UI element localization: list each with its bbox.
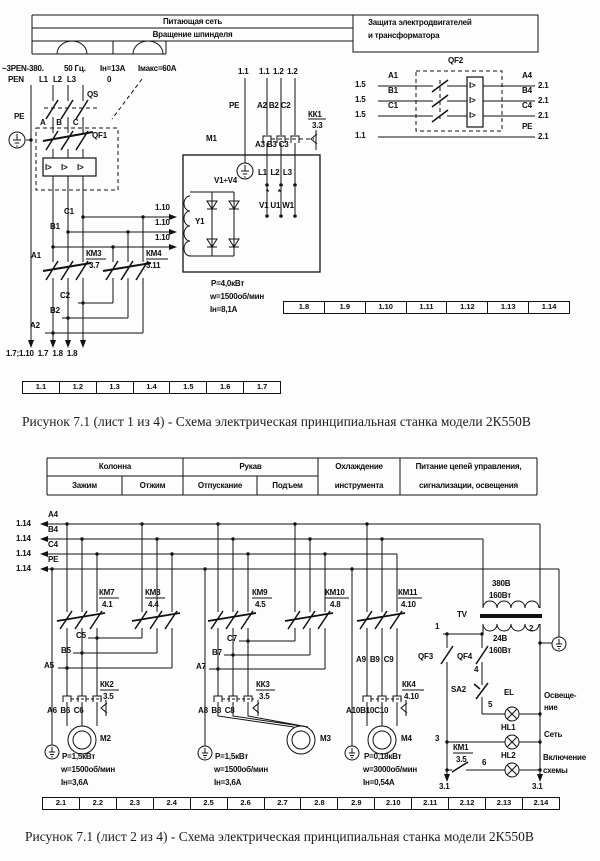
sheet-ref: 1.5: [355, 80, 366, 89]
motor-spec: P=4,0кВт: [211, 279, 245, 288]
wire-label: A7: [196, 662, 206, 671]
contactor-ref: 3.5: [456, 755, 467, 764]
strip-cell: 1.4: [133, 382, 170, 393]
overcurrent-icon: I>: [61, 163, 68, 172]
strip-cell: 1.11: [406, 302, 447, 313]
thermal-relay-label: КК2: [100, 680, 114, 689]
strip-cell: 1.6: [206, 382, 243, 393]
strip-cell: 1.1: [35, 382, 47, 391]
sheet2-contacts: [57, 611, 488, 772]
transformer-spec: 24В: [493, 634, 508, 643]
strip-cell: 2.2: [79, 798, 116, 809]
thermal-relay-label: КК1: [308, 110, 322, 119]
table-header: Отпускание: [197, 481, 243, 490]
wire-label: PE: [48, 555, 59, 564]
thermal-relay-ref: 3.3: [312, 121, 323, 130]
terminal-number: 3: [435, 734, 440, 743]
strip-cell: 1.2: [59, 382, 96, 393]
strip-cell: 2.3: [116, 798, 153, 809]
contactor-label: КМ9: [252, 588, 268, 597]
contactor-label: КМ1: [453, 743, 469, 752]
figure-caption-sheet1: Рисунок 7.1 (лист 1 из 4) - Схема электрическая принципиальная станка модели 2К550В: [22, 414, 531, 429]
frequency: 50 Гц.: [64, 64, 86, 73]
contactor-label: КМ3: [86, 249, 102, 258]
wire-label: L1 L2 L3: [39, 75, 76, 84]
thermal-relay-label: КК4: [402, 680, 416, 689]
strip-cell: 1.12: [446, 302, 487, 313]
contactor-label: КМ7: [99, 588, 115, 597]
supply-spec: ~3PEN-380.: [2, 64, 44, 73]
wire-label: A4: [522, 71, 532, 80]
terminal-number: 5: [488, 700, 493, 709]
wire-label: A4: [48, 510, 58, 519]
thermal-relay-label: КК3: [256, 680, 270, 689]
sheet-ref: 2.1: [538, 96, 549, 105]
sheet-ref: 3.1: [439, 782, 450, 791]
strip-cell: 1.10: [365, 302, 406, 313]
wire-label: PE: [14, 112, 25, 121]
sheet2-core: [480, 614, 542, 618]
terminal-labels: V1 U1 W1: [259, 201, 294, 210]
motor-spec: w=1500об/мин: [214, 765, 269, 774]
sheet-ref: 1.5: [355, 95, 366, 104]
motor-spec: w=1500об/мин: [210, 292, 265, 301]
device-label-qf2: QF2: [448, 56, 463, 65]
motor-spec: Iн=8,1А: [210, 305, 238, 314]
motor-label: M1: [206, 134, 217, 143]
wire-label: A2: [30, 321, 40, 330]
table-header: Колонна: [98, 462, 132, 471]
wire-label: A6 B6 C6: [47, 706, 84, 715]
table-header: Охлаждение: [335, 462, 383, 471]
sheet-ref: 1.10: [155, 218, 170, 227]
wire-strip-top: [283, 301, 570, 314]
table-header: Зажим: [72, 481, 97, 490]
motor-spec: Iн=3,6А: [214, 778, 242, 787]
sheet-ref: 1.1: [355, 131, 366, 140]
wire-label: A9 B9 C9: [356, 655, 394, 664]
wire-label: B2: [50, 306, 60, 315]
circuit-function: Освеще-: [544, 691, 577, 700]
strip-cell: 2.4: [153, 798, 190, 809]
strip-cell: 1.8: [298, 302, 310, 311]
thermal-relay-ref: 3.5: [259, 692, 270, 701]
wire-label: A2 B2 C2: [257, 101, 291, 110]
sheet-ref: 1.14: [16, 534, 31, 543]
terminal-labels: L1 L2 L3: [258, 168, 292, 177]
strip-cell: 2.14: [522, 798, 559, 809]
strip-cell: 1.7: [243, 382, 280, 393]
wire-label: C1: [64, 207, 74, 216]
wire-label: B5: [61, 646, 71, 655]
motor-label: M3: [320, 734, 331, 743]
strip-cell: 2.6: [227, 798, 264, 809]
wire-label: A1: [388, 71, 398, 80]
contactor-ref: 4.5: [255, 600, 266, 609]
lamp-label: EL: [504, 688, 514, 697]
strip-cell: 2.12: [448, 798, 485, 809]
device-label-sa2: SA2: [451, 685, 466, 694]
contactor-ref: 4.1: [102, 600, 113, 609]
sheet-ref: 2.1: [538, 81, 549, 90]
device-label-qf3: QF3: [418, 652, 433, 661]
wire-label: B7: [212, 648, 222, 657]
wire-strip-bottom-1: [22, 381, 281, 394]
wire-label: PE: [229, 101, 240, 110]
contactor-ref: 4.8: [330, 600, 341, 609]
sheet-ref: 2.1: [538, 111, 549, 120]
contactor-label: КМ10: [325, 588, 345, 597]
overcurrent-icon: I>: [469, 96, 476, 105]
figure-caption-sheet2: Рисунок 7.1 (лист 2 из 4) - Схема электрическая принципиальная станка модели 2К550В: [25, 829, 534, 844]
motor-spec: Iн=3,6А: [61, 778, 89, 787]
protection-title-line1: Защита электродвигателей: [368, 18, 472, 27]
motor-spec: P=0,18кВт: [364, 752, 402, 761]
motor-label: M2: [100, 734, 111, 743]
terminal-number: 6: [482, 758, 487, 767]
sheet-ref: 1.14: [16, 549, 31, 558]
transformer-spec: 380В: [492, 579, 511, 588]
strip-cell: 2.5: [190, 798, 227, 809]
thermal-relay-ref: 4.10: [404, 692, 419, 701]
sheet-ref: 1.14: [16, 564, 31, 573]
wire-label: A3 B3 C3: [255, 140, 289, 149]
max-current: Iмакс=60А: [138, 64, 177, 73]
overcurrent-icon: I>: [469, 81, 476, 90]
circuit-function: Сеть: [544, 730, 563, 739]
strip-cell: 2.8: [300, 798, 337, 809]
wire-label: C4: [48, 540, 58, 549]
wire-label: B1: [50, 222, 60, 231]
strip-cell: 2.10: [374, 798, 411, 809]
feeder-table-row2: Вращение шпинделя: [152, 30, 233, 39]
wire-label: C5: [76, 631, 86, 640]
protection-title-line2: и трансформатора: [368, 31, 440, 40]
wire-label: C4: [522, 101, 532, 110]
strip-cell: 2.1: [55, 798, 67, 807]
strip-cell: 2.11: [411, 798, 448, 809]
device-label-qf4: QF4: [457, 652, 472, 661]
circuit-function: схемы: [543, 766, 568, 775]
overcurrent-icon: I>: [45, 163, 52, 172]
diode-group-label: V1÷V4: [214, 176, 237, 185]
sheet2-wires: [45, 524, 566, 777]
wire-strip-bottom-2: [42, 797, 560, 810]
table-header: сигнализации, освещения: [418, 481, 518, 490]
contactor-label: КМ11: [398, 588, 418, 597]
strip-cell: 1.14: [528, 302, 569, 313]
terminal-number: 4: [474, 665, 479, 674]
strip-cell: 2.13: [485, 798, 522, 809]
terminal-number: 1: [435, 622, 440, 631]
motor-spec: P=1,5кВт: [62, 752, 96, 761]
motor-spec: w=3000об/мин: [363, 765, 418, 774]
strip-cell: 1.9: [324, 302, 365, 313]
wire-label: A5: [44, 661, 54, 670]
motor-label: M4: [401, 734, 412, 743]
strip-cell: 2.9: [337, 798, 374, 809]
contactor-ref: 4.10: [401, 600, 416, 609]
overcurrent-icon: I>: [77, 163, 84, 172]
sheet-ref: 1.10: [155, 233, 170, 242]
wire-label: C1: [388, 101, 398, 110]
sheet-ref: 1.14: [16, 519, 31, 528]
wire-label: A10 B10 C10: [346, 706, 389, 715]
sheet-ref: 2.1: [538, 132, 549, 141]
circuit-function: ние: [544, 703, 558, 712]
sheet-ref: 1.1 1.2 1.2: [259, 67, 298, 76]
motor-spec: Iн=0,54А: [363, 778, 395, 787]
device-label-qf1: QF1: [92, 131, 107, 140]
winding-marks: * *: [266, 188, 281, 197]
contactor-label: КМ8: [145, 588, 161, 597]
feeder-table-row1: Питающая сеть: [162, 17, 223, 26]
transformer-spec: 160Вт: [489, 646, 511, 655]
wire-label: A1: [31, 251, 41, 260]
terminal-number: 2: [529, 624, 534, 633]
transformer-spec: 160Вт: [489, 591, 511, 600]
device-label-qs: QS: [87, 90, 99, 99]
overcurrent-icon: I>: [469, 111, 476, 120]
rated-current: Iн=13А: [100, 64, 126, 73]
wire-label: PE: [522, 122, 533, 131]
strip-cell: 2.7: [264, 798, 301, 809]
sheet-ref: 1.1: [238, 67, 249, 76]
lamp-label: HL1: [501, 723, 516, 732]
wire-label: PEN: [8, 75, 24, 84]
table-header: Подъем: [272, 481, 303, 490]
lamp-label: HL2: [501, 751, 516, 760]
contactor-ref: 4.4: [148, 600, 159, 609]
thermal-relay-ref: 3.5: [103, 692, 114, 701]
sheet-ref: 1.7;1.10 1.7 1.8 1.8: [6, 349, 78, 358]
table-header: инструмента: [334, 481, 384, 490]
motor-spec: w=1500об/мин: [61, 765, 116, 774]
switch-position: 0: [107, 75, 112, 84]
table-header: Рукав: [239, 462, 262, 471]
wire-label: C2: [60, 291, 70, 300]
sheet-ref: 3.1: [532, 782, 543, 791]
sheet-ref: 1.5: [355, 110, 366, 119]
table-header: Питание цепей управления,: [415, 462, 522, 471]
contactor-ref: 3.11: [146, 261, 161, 270]
transformer-label: TV: [457, 610, 467, 619]
contactor-ref: 3.7: [89, 261, 100, 270]
motor-spec: P=1,5кВт: [215, 752, 249, 761]
wire-label: A8 B8 C8: [198, 706, 235, 715]
wire-label: A B C: [40, 118, 79, 127]
strip-cell: 1.5: [169, 382, 206, 393]
circuit-function: Включение: [543, 753, 586, 762]
contactor-label: КМ4: [146, 249, 162, 258]
coil-label: Y1: [195, 217, 205, 226]
wire-label: B4: [522, 86, 532, 95]
sheet-ref: 1.10: [155, 203, 170, 212]
sheet1-trip-units: [43, 77, 483, 176]
wire-label: B4: [48, 525, 58, 534]
table-header: Отжим: [139, 481, 166, 490]
strip-cell: 1.13: [487, 302, 528, 313]
strip-cell: 1.3: [96, 382, 133, 393]
wire-label: B1: [388, 86, 398, 95]
wire-label: C7: [227, 634, 237, 643]
